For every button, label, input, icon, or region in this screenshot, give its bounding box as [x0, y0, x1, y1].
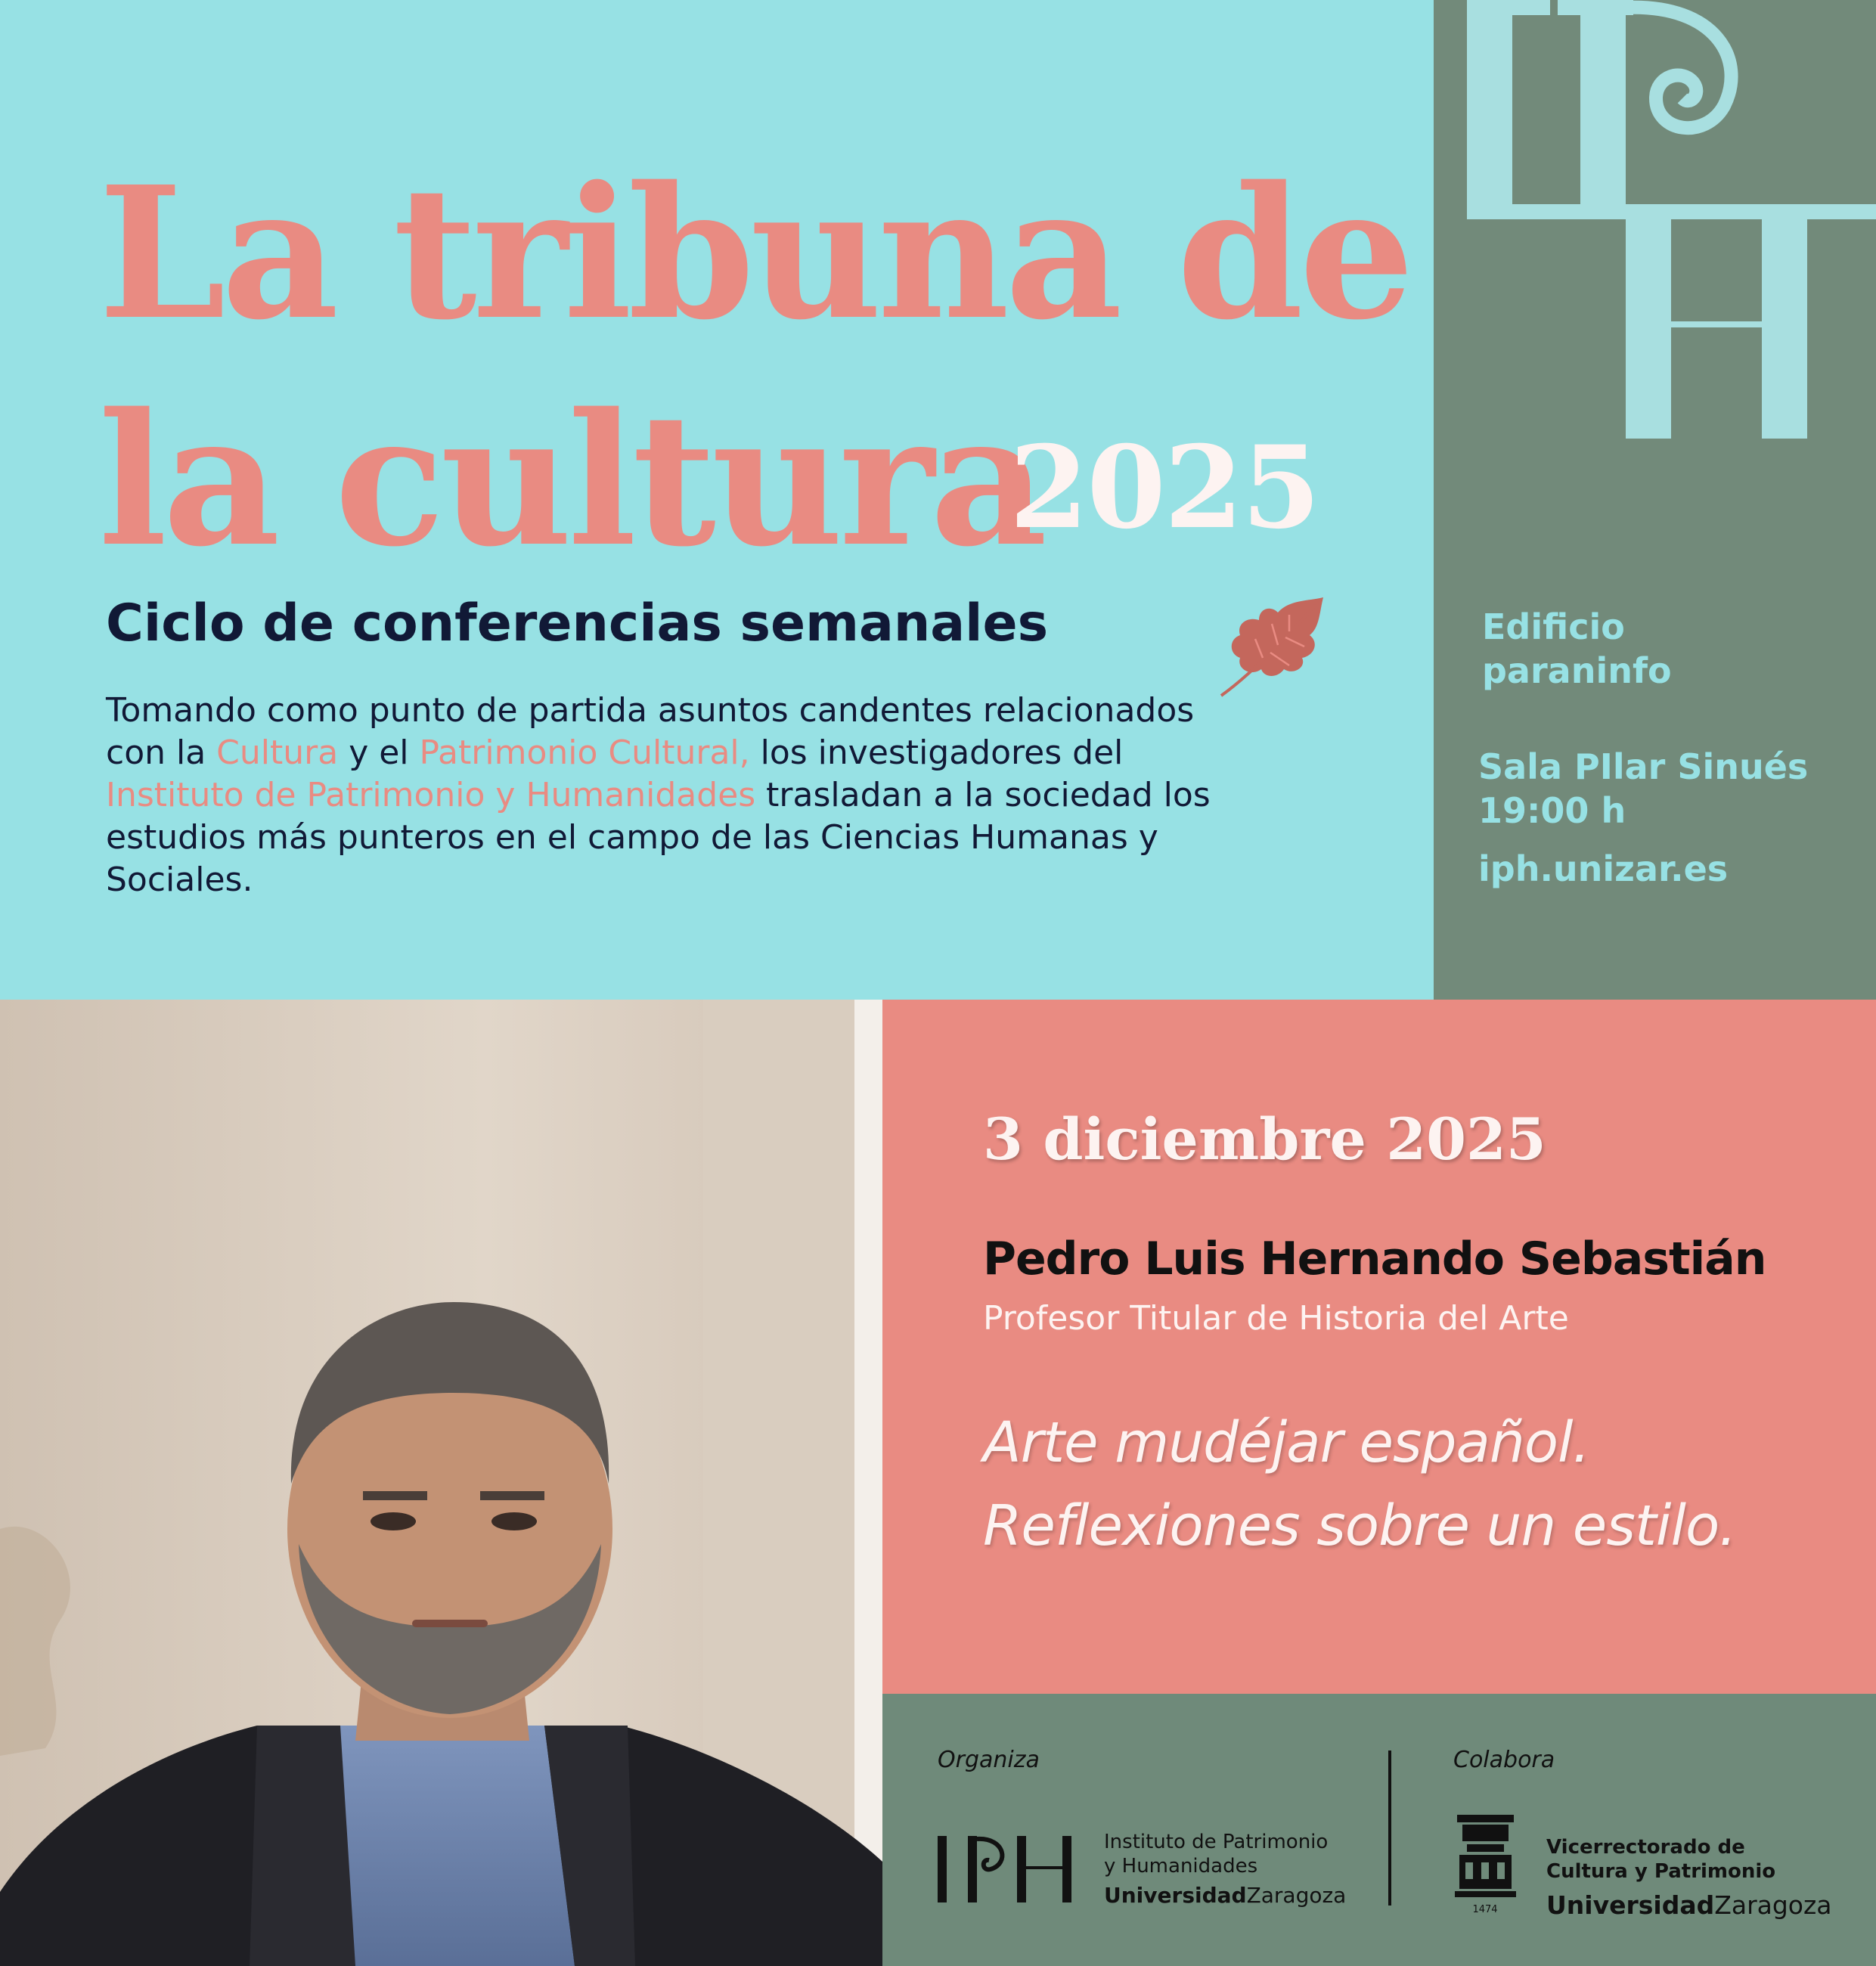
leaf-icon: [1217, 594, 1331, 699]
seal-year: 1474: [1472, 1904, 1498, 1915]
talk-title-line-2: Reflexiones sobre un estilo.: [983, 1493, 1736, 1558]
col-name-line-2: Cultura y Patrimonio: [1546, 1860, 1776, 1883]
footer-divider: [1388, 1750, 1391, 1906]
title-line-1: La tribuna de: [98, 147, 1410, 360]
highlight-patrimonio: Patrimonio Cultural,: [419, 733, 750, 772]
highlight-cultura: Cultura: [216, 733, 339, 772]
venue-building: Edificio paraninfo: [1482, 606, 1672, 691]
talk-title-line-1: Arte mudéjar español.: [983, 1410, 1590, 1475]
highlight-instituto: Instituto de Patrimonio y Humanidades: [106, 776, 756, 814]
speaker-role: Profesor Titular de Historia del Arte: [983, 1299, 1569, 1338]
title-line-2: la cultura: [98, 374, 1043, 587]
col-name-line-1: Vicerrectorado de: [1546, 1836, 1745, 1859]
col-university: UniversidadZaragoza: [1546, 1890, 1832, 1920]
website-link[interactable]: iph.unizar.es: [1478, 848, 1729, 889]
title-year: 2025: [1009, 421, 1319, 554]
speaker-name: Pedro Luis Hernando Sebastián: [983, 1233, 1766, 1285]
iph-logo-small: [938, 1830, 1089, 1906]
intro-paragraph: Tomando como punto de partida asuntos candentes relacionados con la Cultura y el Patrimonio Cultural, los investigadores del Instituto de Patrimonio y Humanidades trasladan a la sociedad los estudios más punteros en el campo de las Ciencias Humanas y Sociales.: [106, 691, 1211, 899]
org-name-line-1: Instituto de Patrimonio: [1104, 1831, 1329, 1853]
subtitle: Ciclo de conferencias semanales: [106, 594, 1049, 653]
event-date: 3 diciembre 2025: [983, 1105, 1546, 1173]
iph-logo: [1467, 0, 1876, 439]
venue-room-time: Sala PIlar Sinués 19:00 h: [1478, 746, 1809, 831]
org-university: UniversidadZaragoza: [1104, 1883, 1347, 1908]
organiza-label: Organiza: [938, 1747, 1040, 1773]
colabora-label: Colabora: [1453, 1747, 1555, 1773]
university-tower-icon: [1453, 1811, 1518, 1917]
event-panel: [882, 1000, 1876, 1694]
org-name-line-2: y Humanidades: [1104, 1855, 1258, 1878]
speaker-photo: [0, 1000, 882, 1966]
